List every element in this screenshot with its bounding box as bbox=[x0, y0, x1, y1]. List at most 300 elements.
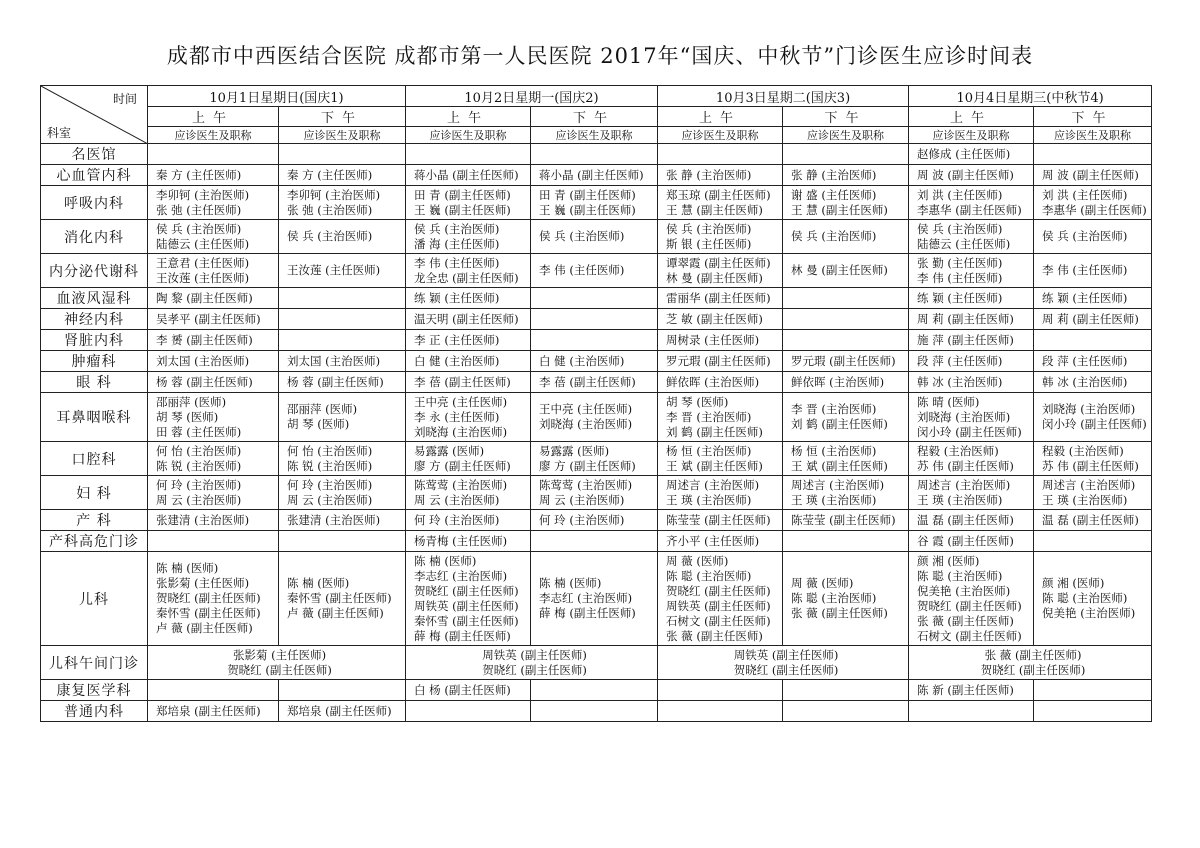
doctor-entry: 周 薇 (医师) bbox=[666, 553, 729, 568]
doctor-entry: 李 蓓 (副主任医师) bbox=[414, 374, 511, 389]
half-header-am: 上午 bbox=[909, 107, 1034, 127]
schedule-cell bbox=[1034, 351, 1152, 372]
schedule-cell bbox=[1034, 442, 1152, 476]
schedule-cell bbox=[279, 372, 406, 393]
doctor-entry: 周 云 (主治医师) bbox=[156, 492, 242, 507]
schedule-cell bbox=[783, 552, 909, 646]
schedule-cell bbox=[1034, 531, 1152, 552]
schedule-cell bbox=[148, 288, 279, 309]
schedule-cell bbox=[658, 552, 783, 646]
doctor-entry: 邵丽萍 (医师) bbox=[287, 402, 358, 416]
schedule-cell bbox=[1034, 309, 1152, 330]
schedule-cell bbox=[658, 144, 783, 165]
doctor-entry: 杨 蓉 (副主任医师) bbox=[156, 374, 253, 389]
doctor-entry: 段 萍 (主任医师) bbox=[1042, 353, 1128, 368]
half-header-pm: 下午 bbox=[1034, 107, 1152, 127]
doctor-entry: 秦 方 (主任医师) bbox=[287, 167, 373, 182]
schedule-cell bbox=[909, 254, 1034, 288]
doctor-entry: 陈莹莹 (副主任医师) bbox=[791, 512, 896, 527]
schedule-cell bbox=[783, 165, 909, 186]
doctor-entry: 贺晓红 (副主任医师) bbox=[980, 662, 1086, 677]
schedule-cell bbox=[1034, 288, 1152, 309]
doctor-entry: 李志红 (主治医师) bbox=[539, 591, 633, 605]
doctor-entry: 周铁英 (副主任医师) bbox=[482, 647, 587, 662]
doctor-entry: 李 永 (主任医师) bbox=[414, 409, 500, 424]
schedule-cell bbox=[148, 165, 279, 186]
schedule-cell bbox=[909, 144, 1034, 165]
doctor-entry: 蒋小晶 (副主任医师) bbox=[414, 167, 519, 182]
doctor-entry: 田 青 (副主任医师) bbox=[414, 187, 511, 202]
doctor-entry: 王汝莲 (主任医师) bbox=[156, 270, 250, 285]
doctor-entry: 陈 聪 (主治医师) bbox=[666, 568, 752, 583]
schedule-cell bbox=[148, 552, 279, 646]
doctor-entry: 胡 琴 (医师) bbox=[156, 409, 219, 424]
schedule-cell bbox=[279, 220, 406, 254]
doctor-entry: 李 正 (主任医师) bbox=[414, 332, 500, 347]
doctor-entry: 侯 兵 (主治医师) bbox=[287, 229, 373, 243]
schedule-cell bbox=[148, 531, 279, 552]
schedule-cell bbox=[658, 186, 783, 220]
doctor-entry: 鲜依晖 (主治医师) bbox=[791, 374, 885, 389]
doctor-entry: 张 弛 (主任医师) bbox=[156, 202, 242, 217]
schedule-cell bbox=[279, 165, 406, 186]
noon-cell bbox=[909, 646, 1152, 680]
doctor-entry: 程毅 (主治医师) bbox=[917, 443, 999, 458]
doctor-entry: 秦怀雪 (副主任医师) bbox=[414, 613, 519, 628]
schedule-cell bbox=[406, 372, 531, 393]
doctor-entry: 王 慧 (副主任医师) bbox=[666, 202, 763, 217]
schedule-cell bbox=[783, 330, 909, 351]
dept-name: 名医馆 bbox=[41, 144, 148, 165]
doctor-entry: 廖 方 (副主任医师) bbox=[539, 458, 636, 473]
doctor-entry: 谢 盛 (主任医师) bbox=[791, 187, 877, 202]
doctor-entry: 陈莹莹 (副主任医师) bbox=[666, 512, 771, 527]
dept-name: 呼吸内科 bbox=[41, 186, 148, 220]
schedule-cell bbox=[406, 531, 531, 552]
schedule-cell bbox=[148, 393, 279, 442]
doctor-entry: 王 瑛 (主治医师) bbox=[791, 492, 877, 507]
doctor-entry: 闵小玲 (副主任医师) bbox=[1042, 417, 1147, 431]
doctor-entry: 杨青梅 (主任医师) bbox=[414, 533, 508, 548]
doctor-entry: 刘晓海 (主治医师) bbox=[414, 424, 508, 439]
doctor-entry: 赵修成 (主任医师) bbox=[917, 146, 1011, 161]
schedule-cell bbox=[783, 442, 909, 476]
schedule-cell bbox=[279, 552, 406, 646]
doctor-entry: 周 莉 (副主任医师) bbox=[917, 311, 1014, 326]
day-header-4: 10月4日星期三(中秋节4) bbox=[909, 86, 1152, 107]
doctor-entry: 胡 琴 (医师) bbox=[287, 417, 350, 431]
doctor-entry: 李 伟 (主任医师) bbox=[1042, 263, 1128, 277]
doctor-entry: 王 斌 (副主任医师) bbox=[666, 458, 763, 473]
doctor-entry: 李 伟 (主任医师) bbox=[917, 270, 1003, 285]
schedule-cell bbox=[148, 372, 279, 393]
doctor-entry: 郑培泉 (副主任医师) bbox=[156, 703, 261, 718]
dept-name: 产 科 bbox=[41, 510, 148, 531]
schedule-cell bbox=[909, 351, 1034, 372]
sub-header: 应诊医生及职称 bbox=[148, 127, 279, 144]
page-title: 成都市中西医结合医院 成都市第一人民医院 2017年“国庆、中秋节”门诊医生应诊时间表 bbox=[166, 44, 1034, 68]
schedule-cell bbox=[406, 510, 531, 531]
schedule-cell bbox=[1034, 144, 1152, 165]
half-header-am: 上午 bbox=[406, 107, 531, 127]
doctor-entry: 刘 洪 (主任医师) bbox=[917, 187, 1003, 202]
doctor-entry: 秦 方 (主任医师) bbox=[156, 167, 242, 182]
doctor-entry: 薛 梅 (副主任医师) bbox=[539, 606, 636, 620]
schedule-cell bbox=[783, 186, 909, 220]
doctor-entry: 贺晓红 (副主任医师) bbox=[917, 598, 1022, 613]
doctor-entry: 何 玲 (主治医师) bbox=[287, 477, 373, 492]
schedule-table bbox=[40, 85, 1152, 722]
schedule-cell bbox=[531, 288, 658, 309]
schedule-cell bbox=[658, 442, 783, 476]
dept-name: 耳鼻咽喉科 bbox=[41, 393, 148, 442]
doctor-entry: 龙全忠 (副主任医师) bbox=[414, 270, 519, 285]
table-row bbox=[41, 476, 1152, 510]
schedule-cell bbox=[1034, 165, 1152, 186]
day-header-2: 10月2日星期一(国庆2) bbox=[406, 86, 658, 107]
doctor-entry: 易露露 (医师) bbox=[414, 443, 485, 458]
schedule-cell bbox=[406, 351, 531, 372]
doctor-entry: 陈 新 (副主任医师) bbox=[917, 682, 1014, 697]
schedule-cell bbox=[148, 330, 279, 351]
schedule-cell bbox=[148, 220, 279, 254]
doctor-entry: 陈 锐 (主治医师) bbox=[156, 458, 242, 473]
schedule-cell bbox=[909, 510, 1034, 531]
doctor-entry: 郑培泉 (副主任医师) bbox=[287, 703, 392, 718]
schedule-cell bbox=[658, 220, 783, 254]
doctor-entry: 贺晓红 (副主任医师) bbox=[414, 583, 519, 598]
schedule-cell bbox=[909, 552, 1034, 646]
doctor-entry: 邵丽萍 (医师) bbox=[156, 394, 227, 409]
doctor-entry: 田 蓉 (主任医师) bbox=[156, 424, 242, 439]
doctor-entry: 郑玉琼 (副主任医师) bbox=[666, 187, 771, 202]
schedule-cell bbox=[531, 680, 658, 701]
schedule-cell bbox=[658, 531, 783, 552]
doctor-entry: 王 瑛 (主治医师) bbox=[666, 492, 752, 507]
schedule-cell bbox=[658, 372, 783, 393]
sub-header: 应诊医生及职称 bbox=[1034, 127, 1152, 144]
doctor-entry: 石树文 (副主任医师) bbox=[917, 628, 1022, 643]
doctor-entry: 周述言 (主治医师) bbox=[1042, 477, 1136, 492]
schedule-cell bbox=[658, 254, 783, 288]
doctor-entry: 鲜依晖 (主治医师) bbox=[666, 374, 760, 389]
corner-time-label: 时间 bbox=[112, 92, 137, 106]
schedule-cell bbox=[783, 288, 909, 309]
dept-name: 消化内科 bbox=[41, 220, 148, 254]
doctor-entry: 何 玲 (主治医师) bbox=[539, 512, 625, 527]
dept-name: 血液风湿科 bbox=[41, 288, 148, 309]
doctor-entry: 贺晓红 (副主任医师) bbox=[733, 662, 839, 677]
doctor-entry: 苏 伟 (副主任医师) bbox=[917, 458, 1014, 473]
schedule-cell bbox=[279, 288, 406, 309]
schedule-cell bbox=[279, 680, 406, 701]
table-row bbox=[41, 144, 1152, 165]
doctor-entry: 苏 伟 (副主任医师) bbox=[1042, 458, 1139, 473]
schedule-cell bbox=[783, 220, 909, 254]
doctor-entry: 何 怡 (主治医师) bbox=[156, 443, 242, 458]
doctor-entry: 胡 琴 (医师) bbox=[666, 394, 729, 409]
doctor-entry: 陈 聪 (主治医师) bbox=[917, 568, 1003, 583]
dept-name: 普通内科 bbox=[41, 701, 148, 722]
table-row bbox=[41, 165, 1152, 186]
doctor-entry: 倪美艳 (主治医师) bbox=[917, 583, 1011, 598]
schedule-cell bbox=[148, 186, 279, 220]
doctor-entry: 陈 楠 (医师) bbox=[539, 576, 602, 590]
doctor-entry: 周 波 (副主任医师) bbox=[1042, 167, 1139, 182]
dept-name: 肾脏内科 bbox=[41, 330, 148, 351]
doctor-entry: 李 晋 (主治医师) bbox=[666, 409, 752, 424]
schedule-cell bbox=[1034, 393, 1152, 442]
schedule-cell bbox=[279, 309, 406, 330]
doctor-entry: 王 瑛 (主治医师) bbox=[917, 492, 1003, 507]
half-header-am: 上午 bbox=[658, 107, 783, 127]
doctor-entry: 张 勤 (主任医师) bbox=[917, 255, 1003, 270]
doctor-entry: 周铁英 (副主任医师) bbox=[414, 598, 519, 613]
doctor-entry: 周 云 (主治医师) bbox=[414, 492, 500, 507]
schedule-cell bbox=[531, 701, 658, 722]
doctor-entry: 杨 恒 (主治医师) bbox=[666, 443, 752, 458]
doctor-entry: 刘晓海 (主治医师) bbox=[917, 409, 1011, 424]
dept-name: 儿科 bbox=[41, 552, 148, 646]
dept-name: 心血管内科 bbox=[41, 165, 148, 186]
day-header-3: 10月3日星期二(国庆3) bbox=[658, 86, 909, 107]
schedule-cell bbox=[1034, 680, 1152, 701]
doctor-entry: 周 云 (主治医师) bbox=[287, 492, 373, 507]
doctor-entry: 周述言 (主治医师) bbox=[791, 477, 885, 492]
schedule-cell bbox=[909, 531, 1034, 552]
schedule-cell bbox=[658, 393, 783, 442]
doctor-entry: 陆德云 (主任医师) bbox=[156, 236, 250, 251]
doctor-entry: 何 怡 (主治医师) bbox=[287, 443, 373, 458]
doctor-entry: 陈莺莺 (主治医师) bbox=[414, 477, 508, 492]
doctor-entry: 王 瑛 (主治医师) bbox=[1042, 492, 1128, 507]
dept-name: 口腔科 bbox=[41, 442, 148, 476]
doctor-entry: 张 薇 (副主任医师) bbox=[917, 613, 1014, 628]
schedule-cell bbox=[406, 393, 531, 442]
schedule-cell bbox=[1034, 186, 1152, 220]
schedule-cell bbox=[783, 476, 909, 510]
doctor-entry: 石树文 (副主任医师) bbox=[666, 613, 771, 628]
doctor-entry: 何 玲 (主治医师) bbox=[156, 477, 242, 492]
doctor-entry: 王汝莲 (主任医师) bbox=[287, 263, 381, 277]
schedule-cell bbox=[658, 165, 783, 186]
sub-header: 应诊医生及职称 bbox=[406, 127, 531, 144]
schedule-cell bbox=[658, 288, 783, 309]
schedule-cell bbox=[406, 288, 531, 309]
schedule-cell bbox=[658, 701, 783, 722]
table-row bbox=[41, 552, 1152, 646]
noon-cell bbox=[406, 646, 658, 680]
doctor-entry: 芝 敏 (副主任医师) bbox=[666, 311, 763, 326]
schedule-cell bbox=[279, 393, 406, 442]
doctor-entry: 王中亮 (主任医师) bbox=[414, 394, 508, 409]
schedule-cell bbox=[909, 393, 1034, 442]
sub-header: 应诊医生及职称 bbox=[531, 127, 658, 144]
schedule-cell bbox=[406, 701, 531, 722]
schedule-cell bbox=[531, 220, 658, 254]
schedule-cell bbox=[909, 442, 1034, 476]
dept-name: 康复医学科 bbox=[41, 680, 148, 701]
table-row bbox=[41, 531, 1152, 552]
doctor-entry: 施 萍 (副主任医师) bbox=[917, 332, 1014, 347]
corner-header bbox=[41, 86, 148, 144]
doctor-entry: 秦怀雪 (副主任医师) bbox=[156, 606, 261, 620]
half-header-pm: 下午 bbox=[531, 107, 658, 127]
doctor-entry: 陈 楠 (医师) bbox=[287, 576, 350, 590]
schedule-cell bbox=[531, 254, 658, 288]
schedule-cell bbox=[148, 309, 279, 330]
corner-dept-label: 科室 bbox=[47, 126, 72, 140]
doctor-entry: 林 曼 (副主任医师) bbox=[791, 263, 888, 277]
schedule-cell bbox=[909, 701, 1034, 722]
schedule-cell bbox=[148, 701, 279, 722]
doctor-entry: 颜 湘 (医师) bbox=[917, 553, 980, 568]
schedule-cell bbox=[279, 330, 406, 351]
half-header-pm: 下午 bbox=[783, 107, 909, 127]
day-header-1: 10月1日星期日(国庆1) bbox=[148, 86, 406, 107]
schedule-cell bbox=[1034, 510, 1152, 531]
schedule-cell bbox=[909, 186, 1034, 220]
schedule-cell bbox=[909, 476, 1034, 510]
doctor-entry: 卢 薇 (副主任医师) bbox=[156, 621, 253, 635]
schedule-cell bbox=[909, 372, 1034, 393]
schedule-cell bbox=[406, 220, 531, 254]
table-row bbox=[41, 646, 1152, 680]
schedule-cell bbox=[783, 309, 909, 330]
doctor-entry: 李卯钶 (主治医师) bbox=[156, 187, 250, 202]
schedule-cell bbox=[1034, 552, 1152, 646]
doctor-entry: 刘 鹤 (副主任医师) bbox=[666, 424, 763, 439]
table-row bbox=[41, 393, 1152, 442]
doctor-entry: 侯 兵 (主治医师) bbox=[666, 221, 752, 236]
doctor-entry: 王 斌 (副主任医师) bbox=[791, 458, 888, 473]
schedule-cell bbox=[531, 476, 658, 510]
schedule-cell bbox=[783, 351, 909, 372]
schedule-cell bbox=[406, 476, 531, 510]
doctor-entry: 王 巍 (副主任医师) bbox=[539, 202, 636, 217]
table-row bbox=[41, 186, 1152, 220]
schedule-cell bbox=[1034, 254, 1152, 288]
sub-header: 应诊医生及职称 bbox=[658, 127, 783, 144]
half-header-pm: 下午 bbox=[279, 107, 406, 127]
doctor-entry: 侯 兵 (主治医师) bbox=[1042, 229, 1128, 243]
doctor-entry: 谭翠霞 (副主任医师) bbox=[666, 255, 771, 270]
schedule-cell bbox=[909, 288, 1034, 309]
doctor-entry: 周 莉 (副主任医师) bbox=[1042, 311, 1139, 326]
schedule-cell bbox=[658, 680, 783, 701]
schedule-cell bbox=[406, 254, 531, 288]
doctor-entry: 卢 薇 (副主任医师) bbox=[287, 606, 384, 620]
doctor-entry: 颜 湘 (医师) bbox=[1042, 576, 1105, 590]
schedule-cell bbox=[531, 351, 658, 372]
schedule-cell bbox=[148, 351, 279, 372]
schedule-cell bbox=[531, 144, 658, 165]
schedule-cell bbox=[406, 552, 531, 646]
schedule-cell bbox=[279, 351, 406, 372]
doctor-entry: 廖 方 (副主任医师) bbox=[414, 458, 511, 473]
doctor-entry: 周述言 (主治医师) bbox=[917, 477, 1011, 492]
doctor-entry: 李 伟 (主任医师) bbox=[414, 255, 500, 270]
half-header-am: 上午 bbox=[148, 107, 279, 127]
schedule-cell bbox=[531, 393, 658, 442]
doctor-entry: 杨 蓉 (副主任医师) bbox=[287, 374, 384, 389]
dept-name: 肿瘤科 bbox=[41, 351, 148, 372]
noon-cell bbox=[658, 646, 909, 680]
doctor-entry: 张 静 (主治医师) bbox=[666, 167, 752, 182]
schedule-cell bbox=[909, 680, 1034, 701]
doctor-entry: 倪美艳 (主治医师) bbox=[1042, 606, 1136, 620]
schedule-cell bbox=[1034, 372, 1152, 393]
schedule-cell bbox=[909, 330, 1034, 351]
doctor-entry: 李志红 (主治医师) bbox=[414, 568, 508, 583]
doctor-entry: 刘晓海 (主治医师) bbox=[1042, 402, 1136, 416]
schedule-cell bbox=[406, 442, 531, 476]
table-row bbox=[41, 442, 1152, 476]
doctor-entry: 段 萍 (主任医师) bbox=[917, 353, 1003, 368]
doctor-entry: 刘 鹤 (副主任医师) bbox=[791, 417, 888, 431]
schedule-cell bbox=[531, 442, 658, 476]
schedule-cell bbox=[148, 254, 279, 288]
schedule-cell bbox=[1034, 701, 1152, 722]
schedule-cell bbox=[148, 476, 279, 510]
doctor-entry: 白 健 (主治医师) bbox=[414, 353, 500, 368]
schedule-cell bbox=[406, 165, 531, 186]
doctor-entry: 张 薇 (副主任医师) bbox=[984, 647, 1082, 662]
schedule-cell bbox=[1034, 330, 1152, 351]
schedule-cell bbox=[658, 476, 783, 510]
doctor-entry: 谷 霞 (副主任医师) bbox=[917, 533, 1014, 548]
doctor-entry: 周 波 (副主任医师) bbox=[917, 167, 1014, 182]
doctor-entry: 张 弛 (主治医师) bbox=[287, 202, 373, 217]
noon-cell bbox=[148, 646, 406, 680]
schedule-cell bbox=[531, 552, 658, 646]
doctor-entry: 贺晓红 (副主任医师) bbox=[482, 662, 587, 677]
doctor-entry: 侯 兵 (主治医师) bbox=[917, 221, 1003, 236]
schedule-cell bbox=[783, 680, 909, 701]
doctor-entry: 侯 兵 (主治医师) bbox=[791, 229, 877, 243]
schedule-cell bbox=[1034, 476, 1152, 510]
schedule-cell bbox=[531, 186, 658, 220]
doctor-entry: 周 云 (主治医师) bbox=[539, 492, 625, 507]
schedule-cell bbox=[148, 442, 279, 476]
doctor-entry: 王 慧 (副主任医师) bbox=[791, 202, 888, 217]
doctor-entry: 易露露 (医师) bbox=[539, 443, 610, 458]
doctor-entry: 温 磊 (副主任医师) bbox=[1042, 512, 1139, 527]
schedule-cell bbox=[531, 165, 658, 186]
table-row bbox=[41, 701, 1152, 722]
doctor-entry: 陈莺莺 (主治医师) bbox=[539, 477, 633, 492]
table-row bbox=[41, 288, 1152, 309]
doctor-entry: 刘 洪 (主任医师) bbox=[1042, 187, 1128, 202]
doctor-entry: 张 静 (主治医师) bbox=[791, 167, 877, 182]
doctor-entry: 张 薇 (副主任医师) bbox=[666, 628, 763, 643]
schedule-cell bbox=[531, 372, 658, 393]
doctor-entry: 王中亮 (主任医师) bbox=[539, 402, 633, 416]
schedule-cell bbox=[531, 510, 658, 531]
doctor-entry: 蒋小晶 (副主任医师) bbox=[539, 167, 644, 182]
doctor-entry: 周铁英 (副主任医师) bbox=[666, 598, 771, 613]
doctor-entry: 林 曼 (副主任医师) bbox=[666, 270, 763, 285]
dept-name: 儿科午间门诊 bbox=[41, 646, 148, 680]
schedule-cell bbox=[148, 680, 279, 701]
dept-name: 神经内科 bbox=[41, 309, 148, 330]
schedule-cell bbox=[658, 351, 783, 372]
table-row bbox=[41, 254, 1152, 288]
schedule-cell bbox=[909, 309, 1034, 330]
doctor-entry: 周树录 (主任医师) bbox=[666, 332, 760, 347]
sub-header: 应诊医生及职称 bbox=[279, 127, 406, 144]
schedule-cell bbox=[406, 330, 531, 351]
